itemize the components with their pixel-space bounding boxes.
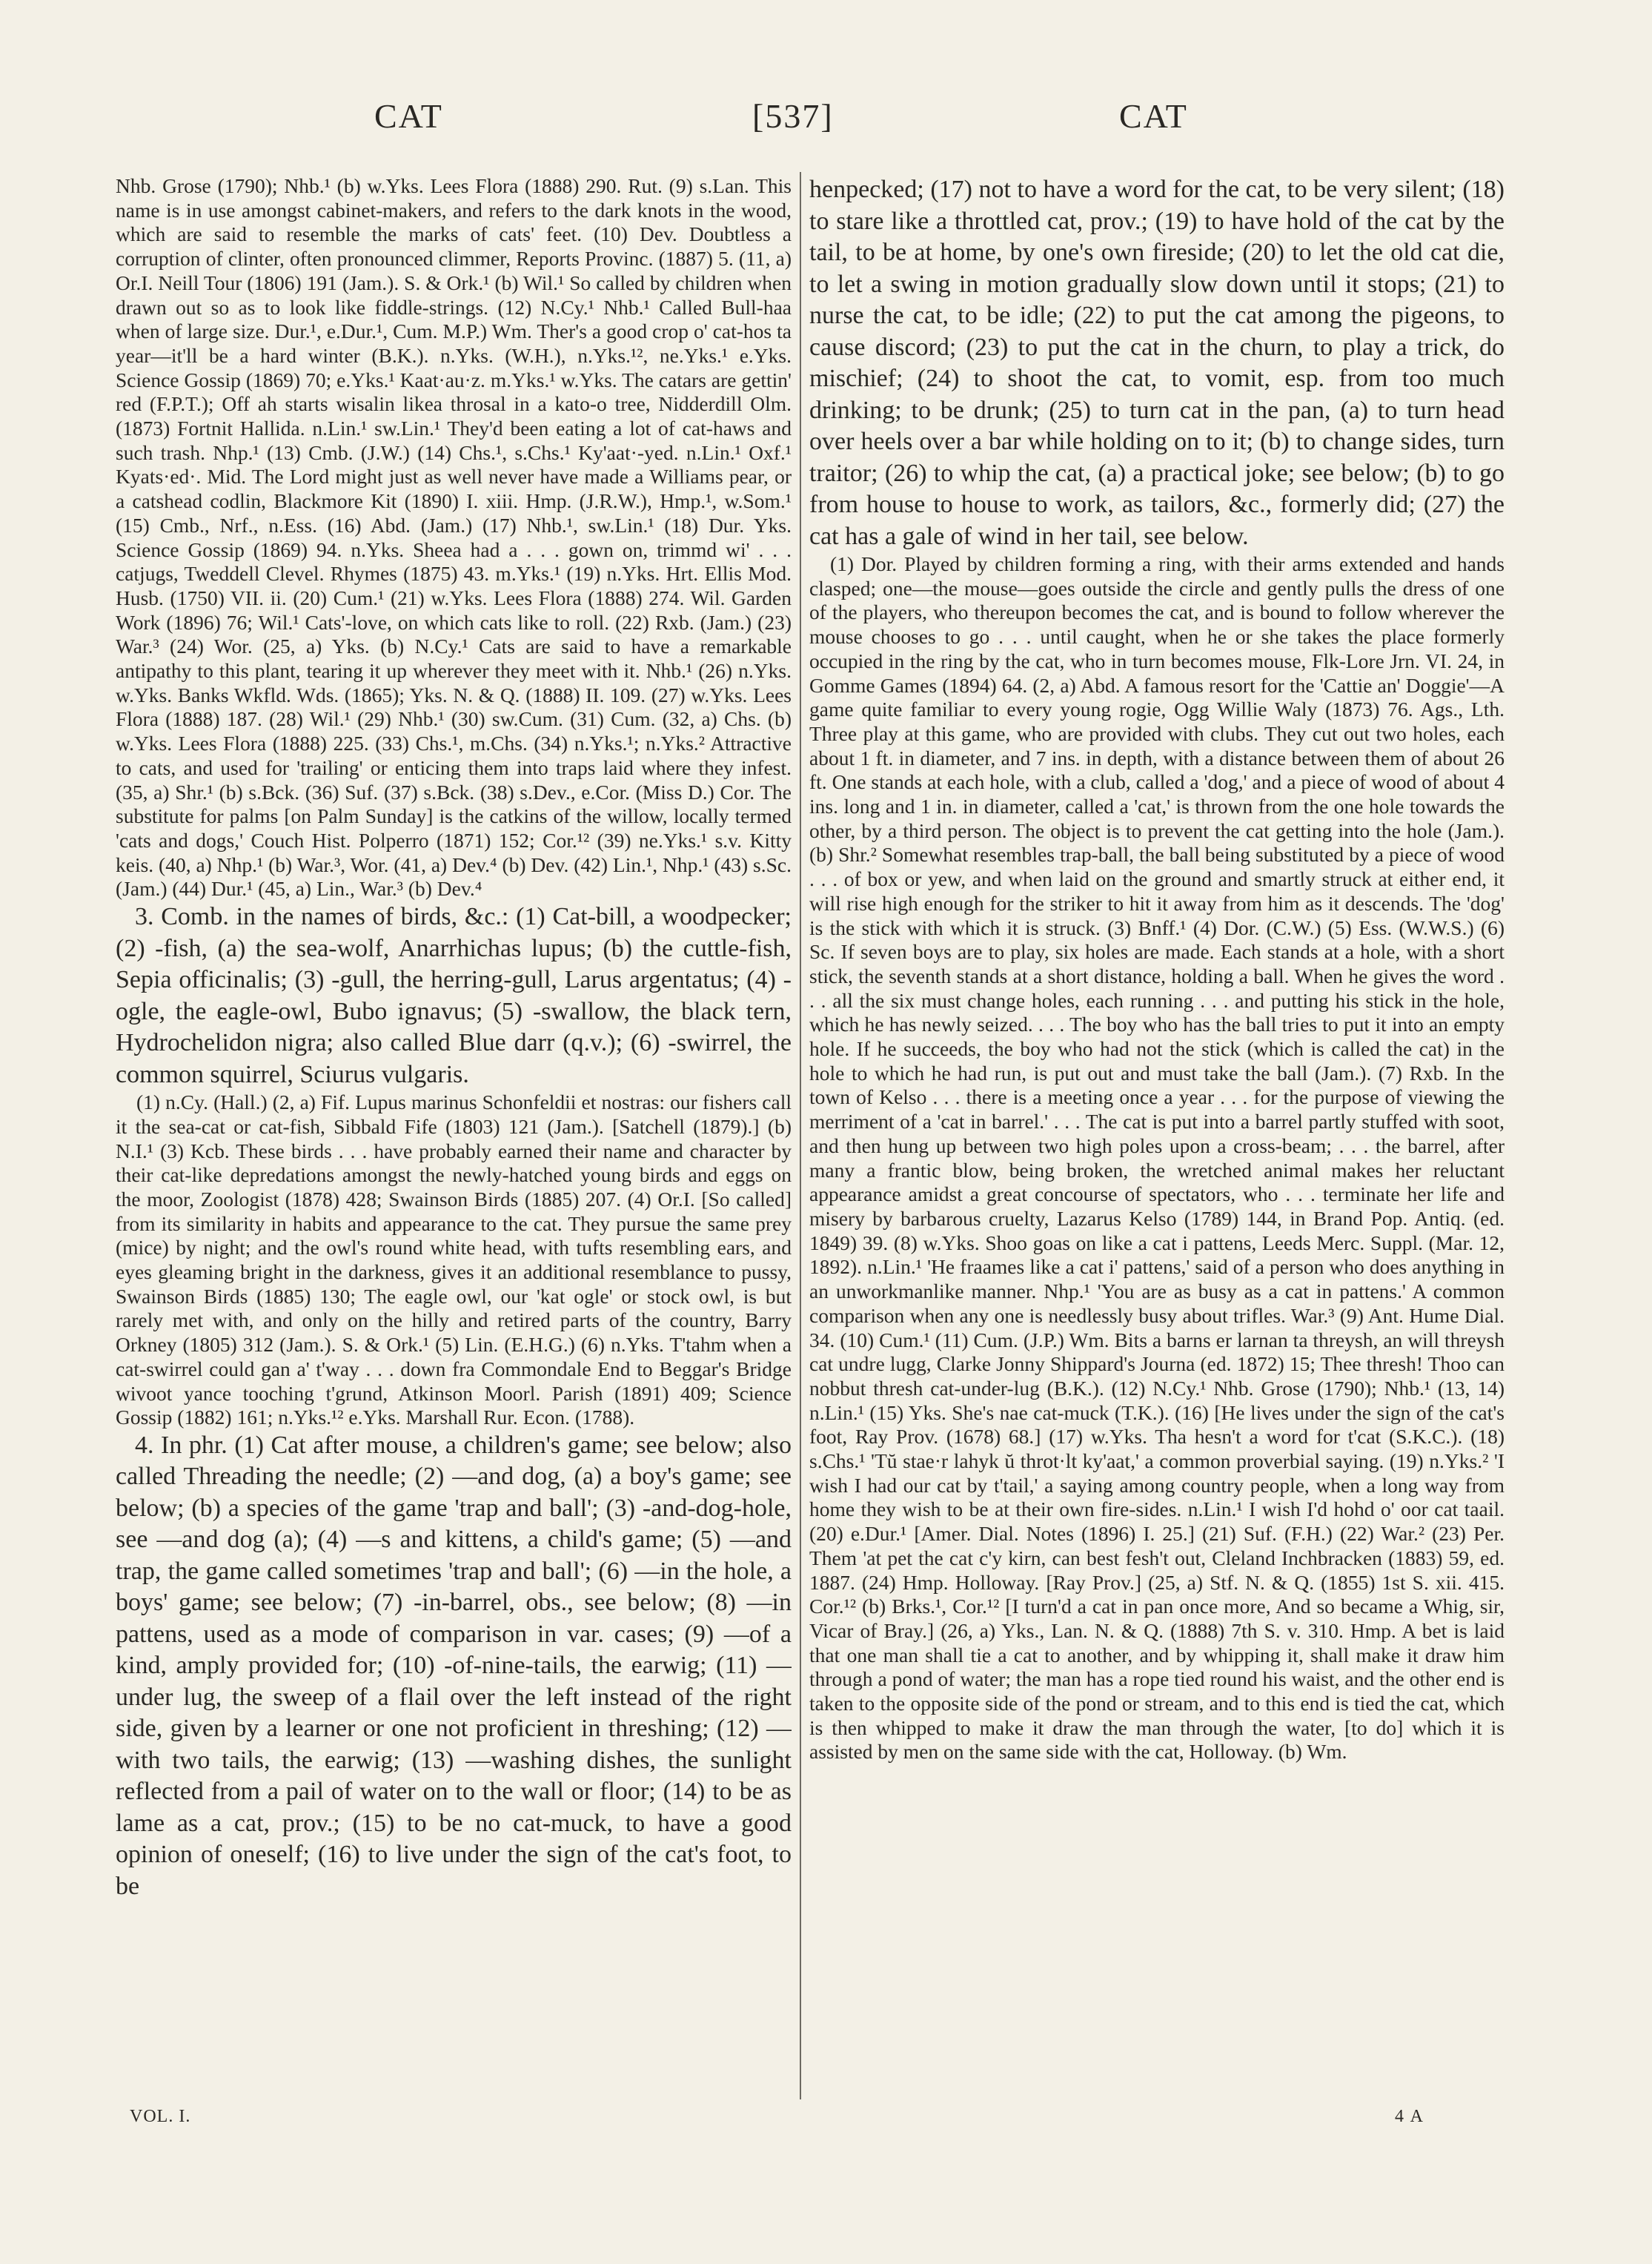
signature-mark: 4 A <box>1395 2107 1425 2126</box>
column-divider <box>800 172 801 2099</box>
paragraph: (1) Dor. Played by children forming a ring, with their arms extended and hands clasped; one—the mouse—goes outside the circle and gently pulls the dress of one of the players, who thereupon becomes the cat, and is bound to follow wherever the mouse chooses to go . . . until caught, when he or she takes the place formerly occupied in the ring by the cat, who in turn becomes mouse, Flk-Lore Jrn. VI. 24, in Gomme Games (1894) 64. (2, a) Abd. A famous resort for the 'Cattie an' Doggie'—A game quite familiar to every young rogie, Ogg Willie Waly (1873) 76. Ags., Lth. Three play at this game, who are provided with clubs. They cut out two holes, each about 1 ft. in diameter, and 7 ins. in depth, with a distance between them of about 26 ft. One stands at each hole, with a club, called a 'dog,' and a piece of wood of about 4 ins. long and 1 in. in diameter, called a 'cat,' is thrown from the one hole towards the other, by a third person. The object is to prevent the cat getting into the hole (Jam.). (b) Shr.² Somewhat resembles trap-ball, the ball being substituted by a piece of wood . . . of box or yew, and when laid on the ground and smartly struck at either end, it will rise high enough for the striker to hit it away from him as it descends. The 'dog' is the stick with which it is struck. (3) Bnff.¹ (4) Dor. (C.W.) (5) Ess. (W.W.S.) (6) Sc. If seven boys are to play, six holes are made. Each stands at a hole, with a short stick, the seventh stands at a short distance, holding a ball. When he gives the word . . . all the six must change holes, each running . . . and putting his stick in the hole, which he has newly seized. . . . The boy who has the ball tries to put it into an empty hole. If he succeeds, the boy who had not the stick (which is called the cat) in the hole to which he had run, is put out and must take the ball (Jam.). (7) Rxb. In the town of Kelso . . . there is a meeting once a year . . . for the purpose of viewing the merriment of a 'cat in barrel.' . . . The cat is put into a barrel partly stuffed with soot, and then hung up between two high poles upon a cross-beam; . . . the barrel, after many a frantic blow, being broken, the wretched animal makes her reluctant appearance amidst a great concourse of spectators, who . . . terminate her life and misery by barbarous cruelty, Lazarus Kelso (1789) 144, in Brand Pop. Antiq. (ed. 1849) 39. (8) w.Yks. Shoo goas on like a cat i pattens, Leeds Merc. Suppl. (Mar. 12, 1892). n.Lin.¹ 'He fraames like a cat i' pattens,' said of a person who does anything in an unworkmanlike manner. Nhp.¹ 'You are as busy as a cat in pattens.' A common comparison when any one is needlessly busy about trifles. War.³ (9) Ant. Hume Dial. 34. (10) Cum.¹ (11) Cum. (J.P.) Wm. Bits a barns er larnan ta threysh, an will threysh cat undre lugg, Clarke Jonny Shippard's Journa (ed. 1872) 15; Thee thresh! Thoo can nobbut thresh cat-under-lug (B.K.). (12) N.Cy.¹ Nhb. Grose (1790); Nhb.¹ (13, 14) n.Lin.¹ (15) Yks. She's nae cat-muck (T.K.). (16) [He lives under the sign of the cat's foot, Ray Prov. (1678) 68.] (17) w.Yks. Tha hesn't a word for t'cat (S.K.C.). (18) s.Chs.¹ 'Tŭ stae·r lahyk ŭ throt·lt ky'aat,' a common proverbial saying. (19) n.Yks.² 'I wish I had our cat by t'tail,' a saying among country people, when a long way from home they wish to be at their own fire-sides. n.Lin.¹ I wish I'd hohd o' oor cat taail. (20) e.Dur.¹ [Amer. Dial. Notes (1896) I. 25.] (21) Suf. (F.H.) (22) War.² (23) Per. Them 'at pet the cat c'y kirn, can best fesh't out, Cleland Inchbracken (1883) 59, ed. 1887. (24) Hmp. Holloway. [Ray Prov.] (25, a) Stf. N. & Q. (1855) 1st S. xii. 415. Cor.¹² (b) Brks.¹, Cor.¹² [I turn'd a cat in pan once more, And so became a Whig, sir, Vicar of Bray.] (26, a) Yks., Lan. N. & Q. (1888) 7th S. v. 310. Hmp. A bet is laid that one man shall tie a cat to another, and by whipping it, shall make it draw him through a pond of water; the man has a rope tied round his waist, and the other end is taken to the opposite side of the pond or stream, and to this end is tied the cat, which is then whipped to make it draw the man through the water, [to do] which it is assisted by men on the same side with the cat, Holloway. (b) Wm. <box>809 552 1505 1764</box>
paragraph: (1) n.Cy. (Hall.) (2, a) Fif. Lupus marinus Schonfeldii et nostras: our fishers call it the sea-cat or cat-fish, Sibbald Fife (1803) 121 (Jam.). [Satchell (1879).] (b) N.I.¹ (3) Kcb. These birds . . . have probably earned their name and character by their cat-like depredations amongst the newly-hatched young birds and eggs on the moor, Zoologist (1878) 428; Swainson Birds (1885) 207. (4) Or.I. [So called] from its similarity in habits and appearance to the cat. They pursue the same prey (mice) by night; and the owl's round white head, with tufts resembling ears, and eyes gleaming bright in the darkness, gives it an additional resemblance to pussy, Swainson Birds (1885) 130; The eagle owl, our 'kat ogle' or stock owl, is but rarely met with, and only on the hilly and retired parts of the country, Barry Orkney (1805) 312 (Jam.). S. & Ork.¹ (5) Lin. (E.H.G.) (6) n.Yks. T'tahm when a cat-swirrel could gan a' t'way . . . down fra Commondale End to Beggar's Bridge wivoot yance tooching t'grund, Atkinson Moorl. Parish (1891) 409; Science Gossip (1882) 161; n.Yks.¹² e.Yks. Marshall Rur. Econ. (1788). <box>116 1090 792 1429</box>
left-column <box>116 174 792 2116</box>
running-head-left: CAT <box>374 97 443 135</box>
paragraph: 4. In phr. (1) Cat after mouse, a children's game; see below; also called Threading the needle; (2) —and dog, (a) a boy's game; see below; (b) a species of the game 'trap and ball'; (3) -and-dog-hole, see —and dog (a); (4) —s and kittens, a child's game; (5) —and trap, the game called sometimes 'trap and ball'; (6) —in the hole, a boys' game; see below; (7) -in-barrel, obs., see below; (8) —in pattens, used as a mode of comparison in var. cases; (9) —of a kind, amply provided for; (10) -of-nine-tails, the earwig; (11) —under lug, the sweep of a flail over the left instead of the right side, given by a learner or one not proficient in threshing; (12) —with two tails, the earwig; (13) —washing dishes, the sunlight reflected from a pail of water on to the wall or floor; (14) to be as lame as a cat, prov.; (15) to be no cat-muck, to have a good opinion of oneself; (16) to live under the sign of the cat's foot, to be <box>116 1431 792 1900</box>
paragraph: 3. Comb. in the names of birds, &c.: (1) Cat-bill, a woodpecker; (2) -fish, (a) the sea-wolf, Anarrhichas lupus; (b) the cuttle-fish, Sepia officinalis; (3) -gull, the herring-gull, Larus argentatus; (4) -ogle, the eagle-owl, Bubo ignavus; (5) -swallow, the black tern, Hydrochelidon nigra; also called Blue darr (q.v.); (6) -swirrel, the common squirrel, Sciurus vulgaris. <box>116 903 792 1088</box>
volume-label: VOL. I. <box>130 2107 191 2126</box>
right-column <box>809 174 1505 2116</box>
page-footer <box>0 2107 1652 2136</box>
running-head-right: CAT <box>1119 97 1188 135</box>
page-number: [537] <box>752 97 834 135</box>
paragraph: Nhb. Grose (1790); Nhb.¹ (b) w.Yks. Lees Flora (1888) 290. Rut. (9) s.Lan. This name is in use amongst cabinet-makers, and refers to the dark knots in the wood, which are said to resemble the marks of cats' feet. (10) Dev. Doubtless a corruption of clinter, often pronounced climmer, Reports Provinc. (1887) 5. (11, a) Or.I. Neill Tour (1806) 191 (Jam.). S. & Ork.¹ (b) Wil.¹ So called by children when drawn out so as to look like fiddle-strings. (12) N.Cy.¹ Nhb.¹ Called Bull-haa when of large size. Dur.¹, e.Dur.¹, Cum. M.P.) Wm. Ther's a good crop o' cat-hos ta year—it'll be a hard winter (B.K.). n.Yks. (W.H.), n.Yks.¹², ne.Yks.¹ e.Yks. Science Gossip (1869) 70; e.Yks.¹ Kaat·au·z. m.Yks.¹ w.Yks. The catars are gettin' red (F.P.T.); Off ah starts wisalin likea throsal in a kato-o tree, Nidderdill Olm. (1873) Fortnit Hallida. n.Lin.¹ sw.Lin.¹ They'd been eating a lot of cat-haws and such trash. Nhp.¹ (13) Cmb. (J.W.) (14) Chs.¹, s.Chs.¹ Ky'aat·-yed. n.Lin.¹ Oxf.¹ Kyats·ed·. Mid. The Lord might just as well never have made a Williams pear, or a catshead codlin, Blackmore Kit (1890) I. xiii. Hmp. (J.R.W.), Hmp.¹, w.Som.¹ (15) Cmb., Nrf., n.Ess. (16) Abd. (Jam.) (17) Nhb.¹, sw.Lin.¹ (18) Dur. Yks. Science Gossip (1869) 94. n.Yks. Sheea had a . . . gown on, trimmd wi' . . . catjugs, Tweddell Clevel. Rhymes (1875) 43. m.Yks.¹ (19) n.Yks. Hrt. Ellis Mod. Husb. (1750) VII. ii. (20) Cum.¹ (21) w.Yks. Lees Flora (1888) 274. Wil. Garden Work (1896) 76; Wil.¹ Cats'-love, on which cats like to roll. (22) Rxb. (Jam.) (23) War.³ (24) Wor. (25, a) Yks. (b) N.Cy.¹ Cats are said to have a remarkable antipathy to this plant, tearing it up wherever they meet with it. Nhb.¹ (26) n.Yks. w.Yks. Banks Wkfld. Wds. (1865); Yks. N. & Q. (1888) II. 109. (27) w.Yks. Lees Flora (1888) 187. (28) Wil.¹ (29) Nhb.¹ (30) sw.Cum. (31) Cum. (32, a) Chs. (b) w.Yks. Lees Flora (1888) 225. (33) Chs.¹, m.Chs. (34) n.Yks.¹; n.Yks.² Attractive to cats, and used for 'trailing' or enticing them into traps laid where they infest. (35, a) Shr.¹ (b) s.Bck. (36) Suf. (37) s.Bck. (38) s.Dev., e.Cor. (Miss D.) Cor. The substitute for palms [on Palm Sunday] is the catkins of the willow, locally termed 'cats and dogs,' Couch Hist. Polperro (1871) 152; Cor.¹² (39) ne.Yks.¹ s.v. Kitty keis. (40, a) Nhp.¹ (b) War.³, Wor. (41, a) Dev.⁴ (b) Dev. (42) Lin.¹, Nhp.¹ (43) s.Sc. (Jam.) (44) Dur.¹ (45, a) Lin., War.³ (b) Dev.⁴ <box>116 174 792 901</box>
paragraph: henpecked; (17) not to have a word for the cat, to be very silent; (18) to stare like a throttled cat, prov.; (19) to have hold of the cat by the tail, to be at home, by one's own fireside; (20) to let the old cat die, to let a swing in motion gradually slow down until it stops; (21) to nurse the cat, to be idle; (22) to put the cat among the pigeons, to cause discord; (23) to put the cat in the churn, to play a trick, do mischief; (24) to shoot the cat, to vomit, esp. from too much drinking; to be drunk; (25) to turn cat in the pan, (a) to turn head over heels over a bar while holding on to it; (b) to change sides, turn traitor; (26) to whip the cat, (a) a practical joke; see below; (b) to go from house to house to work, as tailors, &c., formerly did; (27) the cat has a gale of wind in her tail, see below. <box>809 176 1505 550</box>
page-header <box>0 96 1652 148</box>
